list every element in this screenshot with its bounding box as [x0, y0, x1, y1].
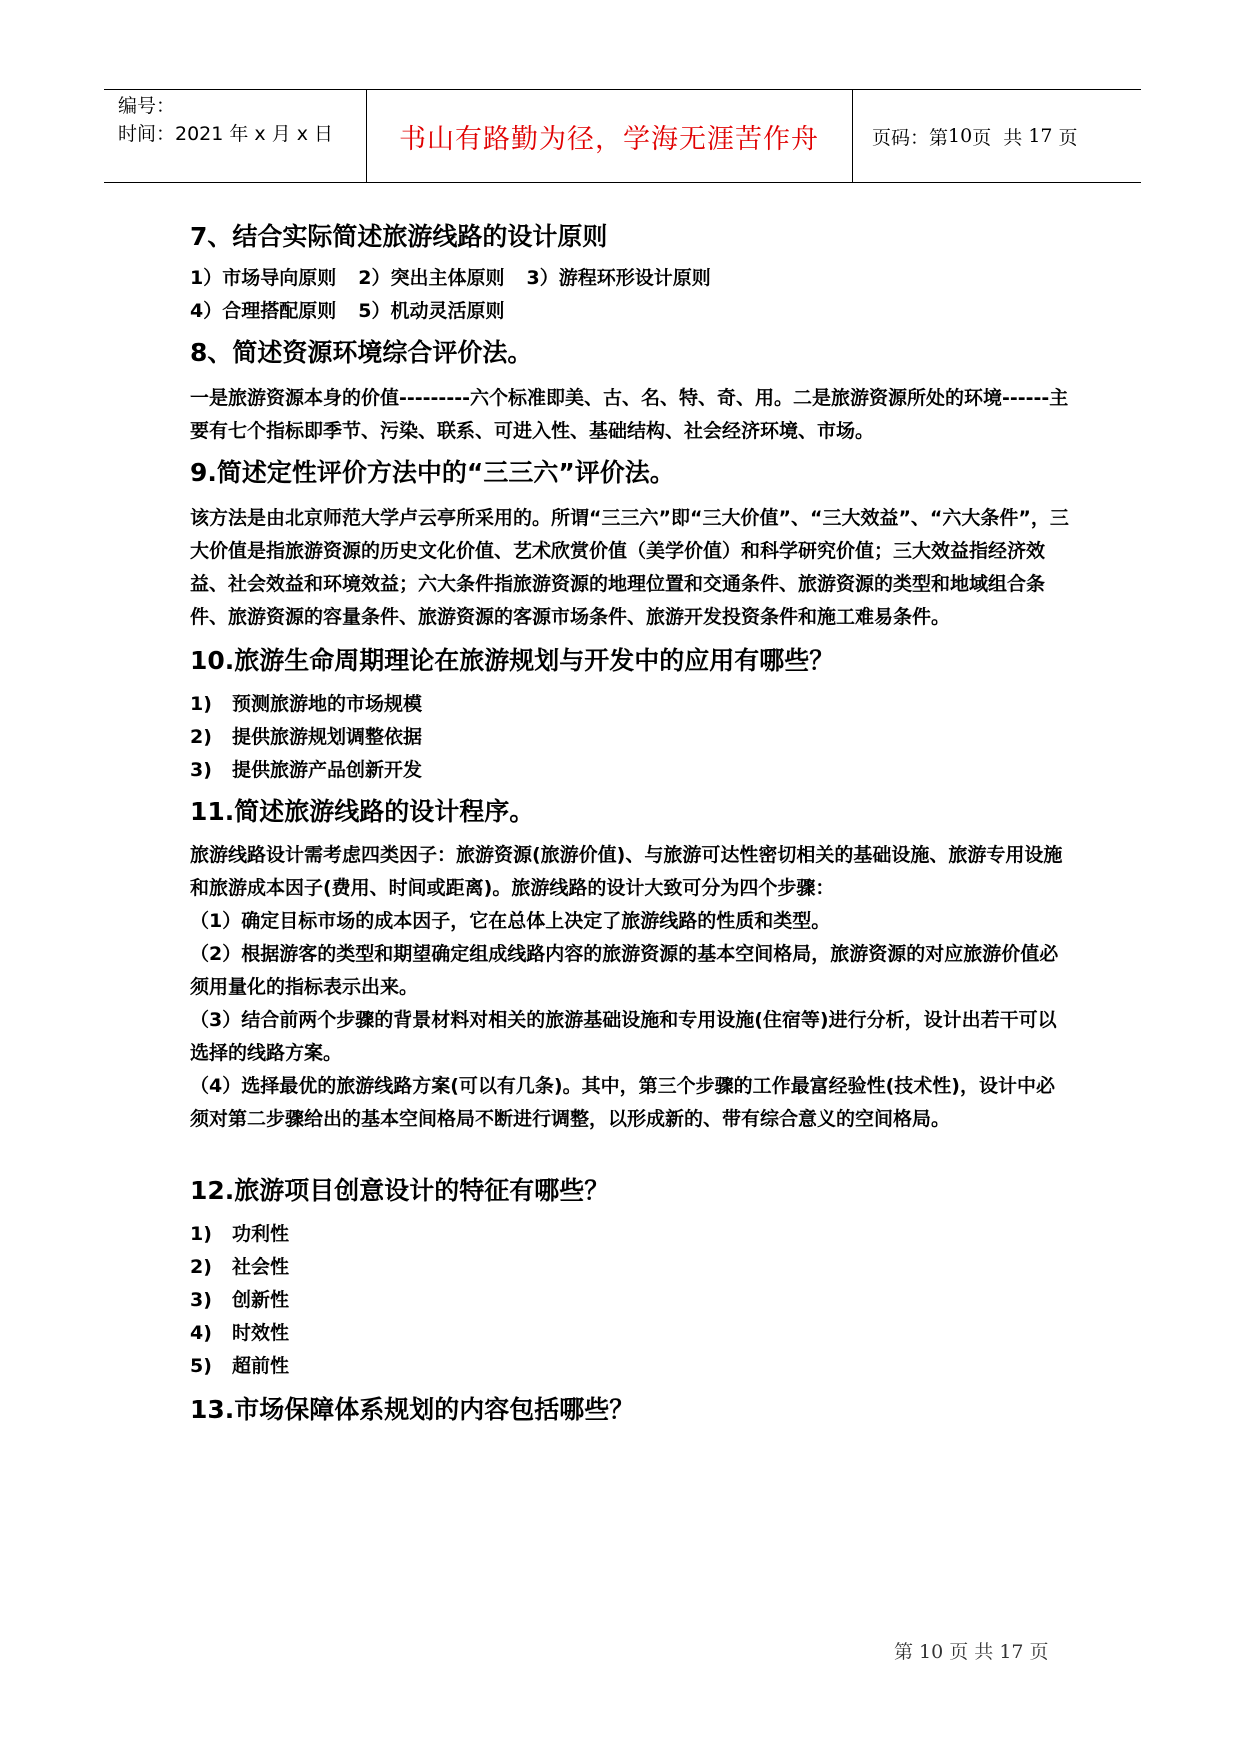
answer-step: （1）确定目标市场的成本因子，它在总体上决定了旅游线路的性质和类型。	[190, 910, 831, 932]
answer-list	[190, 688, 1070, 787]
page-mid: 页 共	[972, 126, 1029, 149]
question-title: 13.市场保障体系规划的内容包括哪些？	[190, 1395, 635, 1424]
question-title: 9.简述定性评价方法中的“三三六”评价法。	[190, 458, 675, 487]
document-body	[190, 218, 1070, 1429]
list-number: 2)	[190, 1256, 212, 1278]
list-number: 2)	[190, 726, 212, 748]
question-title: 7、结合实际简述旅游线路的设计原则	[190, 222, 608, 251]
page-prefix: 页码：第	[872, 126, 949, 149]
document-number-label: 编号：	[118, 95, 176, 117]
list-text: 功利性	[232, 1223, 290, 1245]
list-text: 时效性	[232, 1322, 290, 1344]
page-current: 10	[948, 125, 973, 147]
page-total: 17	[1028, 125, 1053, 147]
question-title: 12.旅游项目创意设计的特征有哪些？	[190, 1176, 610, 1205]
principle-item: 4）合理搭配原则	[190, 300, 337, 322]
principle-item: 2）突出主体原则	[358, 267, 505, 289]
principle-item: 5）机动灵活原则	[358, 300, 505, 322]
list-number: 1)	[190, 693, 212, 715]
section-q9	[190, 454, 1070, 634]
list-text: 创新性	[232, 1289, 290, 1311]
answer-list	[190, 1218, 1070, 1383]
answer-paragraph: 旅游线路设计需考虑四类因子：旅游资源(旅游价值)、与旅游可达性密切相关的基础设施、旅游专用设施和旅游成本因子(费用、时间或距离)。旅游线路的设计大致可分为四个步骤：	[190, 844, 1063, 899]
list-text: 社会性	[232, 1256, 290, 1278]
list-number: 3)	[190, 759, 212, 781]
list-item	[190, 721, 1070, 754]
list-item	[190, 688, 1070, 721]
page-header	[104, 89, 1141, 183]
principle-item: 3）游程环形设计原则	[526, 267, 711, 289]
question-title: 10.旅游生命周期理论在旅游规划与开发中的应用有哪些？	[190, 646, 835, 675]
answer-step: （3）结合前两个步骤的背景材料对相关的旅游基础设施和专用设施(住宿等)进行分析，设计出若干可以选择的线路方案。	[190, 1009, 1057, 1064]
principles-row	[190, 295, 1070, 328]
list-number: 4)	[190, 1322, 212, 1344]
list-number: 1)	[190, 1223, 212, 1245]
section-q12	[190, 1172, 1070, 1383]
list-item	[190, 1218, 1070, 1251]
list-text: 提供旅游产品创新开发	[232, 759, 423, 781]
list-text: 预测旅游地的市场规模	[232, 693, 423, 715]
list-text: 超前性	[232, 1355, 290, 1377]
page-suffix: 页	[1052, 126, 1078, 149]
document-time-label: 时间：2021 年 x 月 x 日	[118, 123, 334, 145]
question-title: 8、简述资源环境综合评价法。	[190, 338, 533, 367]
page-footer: 第 10 页 共 17 页	[894, 1641, 1049, 1663]
list-item	[190, 1284, 1070, 1317]
section-q11	[190, 793, 1070, 1136]
principle-item: 1）市场导向原则	[190, 267, 337, 289]
header-divider	[852, 90, 853, 182]
section-q8	[190, 334, 1070, 448]
list-text: 提供旅游规划调整依据	[232, 726, 423, 748]
answer-paragraph: 一是旅游资源本身的价值---------六个标准即美、古、名、特、奇、用。二是旅游资源所处的环境------主要有七个指标即季节、污染、联系、可进入性、基础结构、社会经济环境、市场。	[190, 387, 1069, 442]
list-item	[190, 1251, 1070, 1284]
answer-step: （4）选择最优的旅游线路方案(可以有几条)。其中，第三个步骤的工作最富经验性(技术性)，设计中必须对第二步骤给出的基本空间格局不断进行调整，以形成新的、带有综合意义的空间格局。	[190, 1075, 1055, 1130]
section-q10	[190, 642, 1070, 787]
header-meta	[118, 92, 333, 148]
answer-step: （2）根据游客的类型和期望确定组成线路内容的旅游资源的基本空间格局，旅游资源的对应旅游价值必须用量化的指标表示出来。	[190, 943, 1059, 998]
header-motto: 书山有路勤为径，学海无涯苦作舟	[399, 123, 819, 155]
list-item	[190, 754, 1070, 787]
answer-paragraph: 该方法是由北京师范大学卢云亭所采用的。所谓“三三六”即“三大价值”、“三大效益”、“六大条件”，三大价值是指旅游资源的历史文化价值、艺术欣赏价值（美学价值）和科学研究价值；三大效益指经济效益、社会效益和环境效益；六大条件指旅游资源的地理位置和交通条件、旅游资源的类型和地域组合条件、旅游资源的容量条件、旅游资源的客源市场条件、旅游开发投资条件和施工难易条件。	[190, 507, 1069, 628]
principles-row	[190, 262, 1070, 295]
list-item	[190, 1317, 1070, 1350]
list-item	[190, 1350, 1070, 1383]
question-title: 11.简述旅游线路的设计程序。	[190, 797, 535, 826]
list-number: 3)	[190, 1289, 212, 1311]
header-page-indicator	[872, 90, 1078, 182]
section-q7	[190, 218, 1070, 328]
section-q13	[190, 1391, 1070, 1429]
list-number: 5)	[190, 1355, 212, 1377]
